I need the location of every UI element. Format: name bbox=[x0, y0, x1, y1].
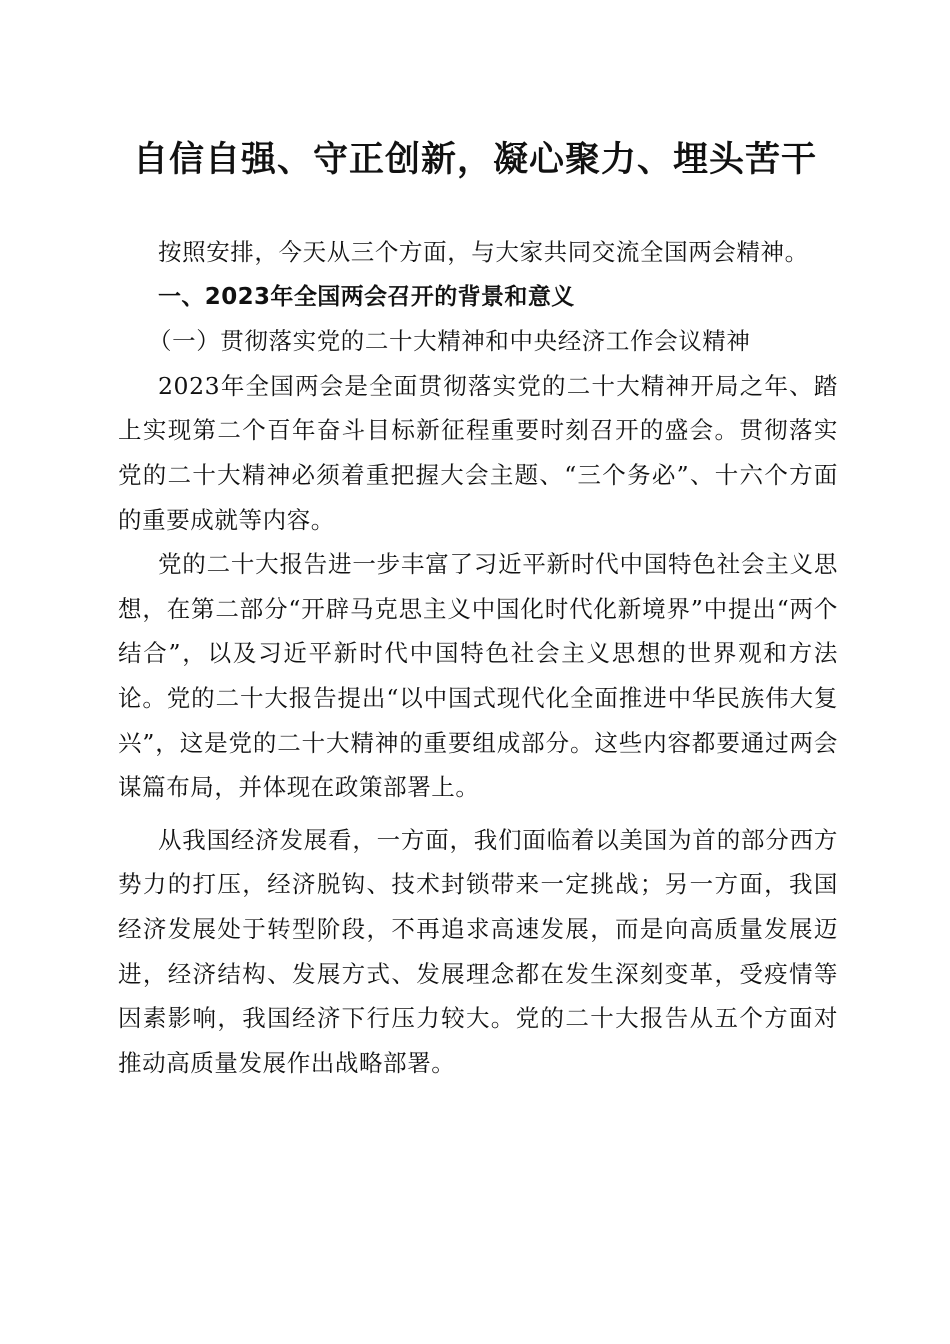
intro-paragraph: 按照安排，今天从三个方面，与大家共同交流全国两会精神。 bbox=[158, 238, 809, 266]
body-paragraph: 党的二十大报告进一步丰富了习近平新时代中国特色社会主义思想，在第二部分“开辟马克思主义中国化时代化新境界”中提出“两个结合”，以及习近平新时代中国特色社会主义思想的世界观和方法论。党的二十大报告提出“以中国式现代化全面推进中华民族伟大复兴”，这是党的二十大精神的重要组成部分。这些内容都要通过两会谋篇布局，并体现在政策部署上。 bbox=[118, 550, 838, 802]
subsection-heading: （一）贯彻落实党的二十大精神和中央经济工作会议精神 bbox=[148, 327, 751, 356]
section-heading: 一、2023年全国两会召开的背景和意义 bbox=[158, 283, 575, 310]
document-title: 自信自强、守正创新，凝心聚力、埋头苦干 bbox=[132, 140, 817, 180]
body-paragraph: 从我国经济发展看，一方面，我们面临着以美国为首的部分西方势力的打压，经济脱钩、技术封锁带来一定挑战；另一方面，我国经济发展处于转型阶段，不再追求高速发展，而是向高质量发展迈进，经济结构、发展方式、发展理念都在发生深刻变革，受疫情等因素影响，我国经济下行压力较大。党的二十大报告从五个方面对推动高质量发展作出战略部署。 bbox=[118, 825, 838, 1077]
document-body bbox=[118, 230, 838, 1085]
body-paragraph: 2023年全国两会是全面贯彻落实党的二十大精神开局之年、踏上实现第二个百年奋斗目标新征程重要时刻召开的盛会。贯彻落实党的二十大精神必须着重把握大会主题、“三个务必”、十六个方面的重要成就等内容。 bbox=[118, 371, 838, 534]
